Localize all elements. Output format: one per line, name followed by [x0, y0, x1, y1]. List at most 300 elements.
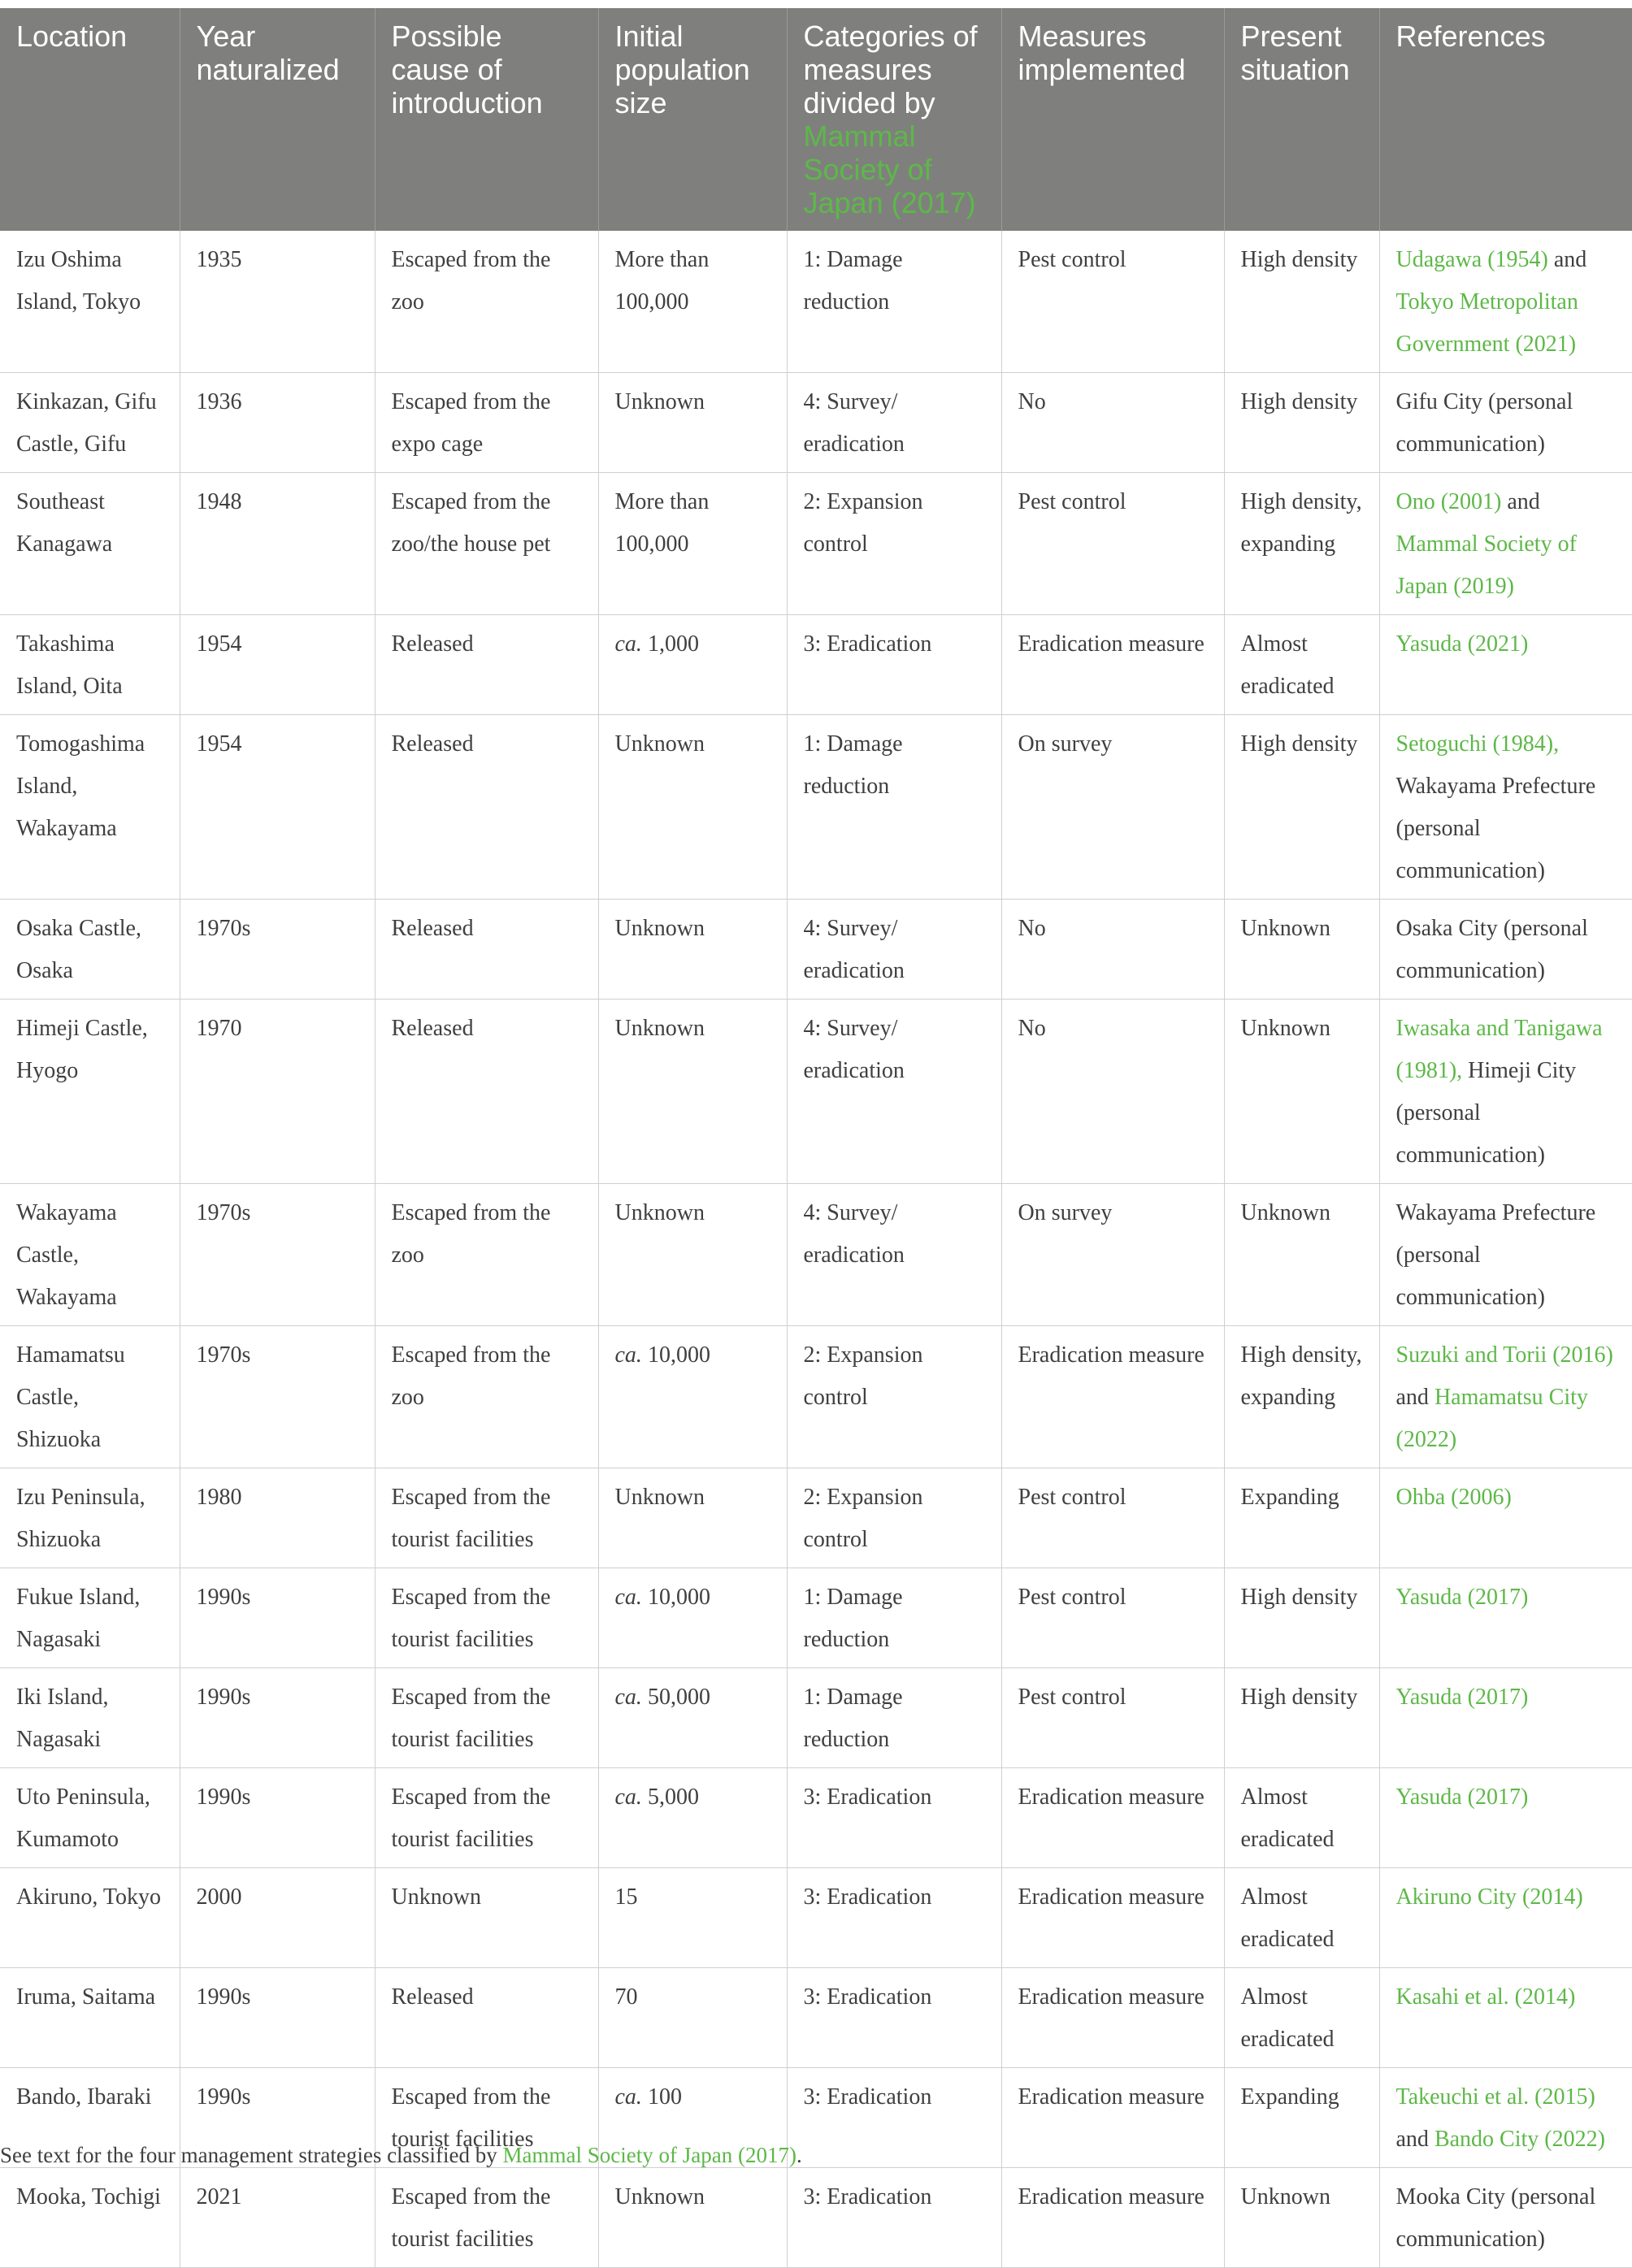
- reference-link[interactable]: Ohba (2006): [1395, 1485, 1512, 1510]
- table-row: [0, 1668, 1632, 1768]
- cell-population: [598, 1968, 787, 2068]
- year-text: 1970s: [196, 916, 251, 941]
- cell-population: [598, 1568, 787, 1668]
- cell-year: [180, 1768, 375, 1868]
- population-prefix: ca.: [614, 631, 642, 657]
- category-text: 4: Survey/ eradication: [803, 916, 905, 983]
- cell-situation: [1224, 900, 1379, 1000]
- cause-text: Escaped from the zoo: [391, 1200, 551, 1268]
- measures-text: Pest control: [1018, 247, 1126, 272]
- reference-link[interactable]: Suzuki and Torii (2016): [1395, 1342, 1613, 1368]
- reference-text: Himeji City (personal communication): [1395, 1058, 1577, 1168]
- measures-text: Eradication measure: [1018, 1884, 1204, 1910]
- cell-location: [0, 1968, 180, 2068]
- cell-population: [598, 615, 787, 715]
- cell-references: [1379, 231, 1632, 373]
- cell-measures: [1001, 1326, 1224, 1468]
- population-text: Unknown: [614, 916, 705, 941]
- measures-text: No: [1018, 916, 1046, 941]
- cell-measures: [1001, 2068, 1224, 2168]
- reference-joiner: and: [1395, 2127, 1435, 2152]
- cell-population: [598, 1668, 787, 1768]
- situation-text: Unknown: [1240, 916, 1330, 941]
- cell-references: [1379, 715, 1632, 900]
- cell-situation: [1224, 1768, 1379, 1868]
- cell-references: [1379, 1768, 1632, 1868]
- measures-text: On survey: [1018, 731, 1113, 757]
- naturalization-table: [0, 8, 1632, 2268]
- year-text: 2021: [196, 2184, 242, 2209]
- cell-cause: [375, 1468, 598, 1568]
- population-prefix: ca.: [614, 1784, 642, 1810]
- measures-text: Eradication measure: [1018, 1342, 1204, 1368]
- cell-year: [180, 1326, 375, 1468]
- cell-references: [1379, 1968, 1632, 2068]
- measures-text: No: [1018, 389, 1046, 414]
- category-text: 4: Survey/ eradication: [803, 1200, 905, 1268]
- cell-situation: [1224, 1326, 1379, 1468]
- cell-measures: [1001, 1668, 1224, 1768]
- cell-year: [180, 900, 375, 1000]
- category-text: 3: Eradication: [803, 1984, 932, 2010]
- cell-population: [598, 1868, 787, 1968]
- cell-references: [1379, 1000, 1632, 1184]
- cause-text: Escaped from the tourist facilities: [391, 1685, 551, 1752]
- cell-year: [180, 473, 375, 615]
- categories-header-text: Categories of measures divided by: [803, 20, 978, 119]
- footnote-text: See text for the four management strategies classified by: [0, 2143, 503, 2167]
- location-text: Mooka, Tochigi: [16, 2184, 161, 2209]
- col-header-references: References: [1379, 8, 1632, 231]
- cause-text: Escaped from the tourist facilities: [391, 1784, 551, 1852]
- cell-category: [787, 2068, 1001, 2168]
- cell-category: [787, 1468, 1001, 1568]
- cell-measures: [1001, 231, 1224, 373]
- cell-references: [1379, 473, 1632, 615]
- population-prefix: ca.: [614, 1342, 642, 1368]
- cause-text: Escaped from the zoo: [391, 1342, 551, 1410]
- year-text: 1970s: [196, 1200, 251, 1225]
- cell-cause: [375, 1668, 598, 1768]
- population-text: More than 100,000: [614, 247, 710, 314]
- situation-text: Almost eradicated: [1240, 1984, 1335, 2052]
- cell-situation: [1224, 1000, 1379, 1184]
- reference-link[interactable]: Mammal Society of Japan (2019): [1395, 531, 1577, 599]
- cell-measures: [1001, 473, 1224, 615]
- situation-text: Almost eradicated: [1240, 631, 1335, 699]
- table-row: [0, 1184, 1632, 1326]
- population-prefix: ca.: [614, 2084, 642, 2110]
- year-text: 1954: [196, 731, 242, 757]
- cell-cause: [375, 473, 598, 615]
- cell-references: [1379, 2068, 1632, 2168]
- year-text: 1980: [196, 1485, 242, 1510]
- year-text: 1948: [196, 489, 242, 514]
- cell-references: [1379, 900, 1632, 1000]
- reference-link[interactable]: Takeuchi et al. (2015): [1395, 2084, 1595, 2110]
- year-text: 1970s: [196, 1342, 251, 1368]
- location-text: Hamamatsu Castle, Shizuoka: [16, 1342, 125, 1452]
- cell-year: [180, 1968, 375, 2068]
- cell-situation: [1224, 2168, 1379, 2268]
- cause-text: Released: [391, 1016, 474, 1041]
- col-header-situation: Present situation: [1224, 8, 1379, 231]
- reference-link[interactable]: Yasuda (2021): [1395, 631, 1529, 657]
- measures-text: Pest control: [1018, 489, 1126, 514]
- cell-situation: [1224, 373, 1379, 473]
- cell-situation: [1224, 2068, 1379, 2168]
- category-text: 3: Eradication: [803, 631, 932, 657]
- cell-category: [787, 615, 1001, 715]
- cell-references: [1379, 615, 1632, 715]
- location-text: Fukue Island, Nagasaki: [16, 1585, 141, 1652]
- location-text: Iki Island, Nagasaki: [16, 1685, 109, 1752]
- situation-text: Unknown: [1240, 1200, 1330, 1225]
- table-row: [0, 1968, 1632, 2068]
- year-text: 1935: [196, 247, 242, 272]
- cell-references: [1379, 373, 1632, 473]
- cell-year: [180, 615, 375, 715]
- cell-cause: [375, 1184, 598, 1326]
- cause-text: Released: [391, 631, 474, 657]
- reference-link[interactable]: Yasuda (2017): [1395, 1685, 1529, 1710]
- reference-link[interactable]: Udagawa (1954): [1395, 247, 1548, 272]
- population-prefix: ca.: [614, 1585, 642, 1610]
- cell-category: [787, 473, 1001, 615]
- cell-year: [180, 715, 375, 900]
- situation-text: High density: [1240, 1585, 1358, 1610]
- cell-location: [0, 1668, 180, 1768]
- cell-references: [1379, 1668, 1632, 1768]
- population-text: Unknown: [614, 731, 705, 757]
- situation-text: Almost eradicated: [1240, 1884, 1335, 1952]
- cell-measures: [1001, 615, 1224, 715]
- header-row: [0, 8, 1632, 231]
- cell-situation: [1224, 1868, 1379, 1968]
- cell-situation: [1224, 231, 1379, 373]
- cell-year: [180, 2168, 375, 2268]
- population-text: Unknown: [614, 2184, 705, 2209]
- measures-text: Eradication measure: [1018, 1984, 1204, 2010]
- situation-text: High density, expanding: [1240, 1342, 1362, 1410]
- location-text: Himeji Castle, Hyogo: [16, 1016, 148, 1083]
- cell-measures: [1001, 1468, 1224, 1568]
- cell-situation: [1224, 1968, 1379, 2068]
- population-text: Unknown: [614, 389, 705, 414]
- cell-year: [180, 1568, 375, 1668]
- table-footnote: [0, 2143, 802, 2168]
- cell-measures: [1001, 1184, 1224, 1326]
- population-text: 1,000: [641, 631, 699, 657]
- cell-situation: [1224, 473, 1379, 615]
- reference-link[interactable]: Tokyo Metropolitan Government (2021): [1395, 289, 1578, 357]
- cell-situation: [1224, 1184, 1379, 1326]
- measures-text: Eradication measure: [1018, 2084, 1204, 2110]
- cell-situation: [1224, 615, 1379, 715]
- reference-joiner: and: [1395, 1385, 1435, 1410]
- cell-location: [0, 615, 180, 715]
- location-text: Southeast Kanagawa: [16, 489, 113, 557]
- col-header-year: Year naturalized: [180, 8, 375, 231]
- cell-category: [787, 1568, 1001, 1668]
- cell-references: [1379, 1468, 1632, 1568]
- category-text: 3: Eradication: [803, 2084, 932, 2110]
- cause-text: Escaped from the zoo/the house pet: [391, 489, 551, 557]
- cell-location: [0, 1468, 180, 1568]
- location-text: Tomogashima Island, Wakayama: [16, 731, 145, 841]
- cell-cause: [375, 231, 598, 373]
- cell-category: [787, 1868, 1001, 1968]
- location-text: Akiruno, Tokyo: [16, 1884, 161, 1910]
- cell-category: [787, 231, 1001, 373]
- situation-text: High density: [1240, 1685, 1358, 1710]
- cell-year: [180, 373, 375, 473]
- cause-text: Escaped from the expo cage: [391, 389, 551, 457]
- year-text: 1990s: [196, 1784, 251, 1810]
- cause-text: Escaped from the zoo: [391, 247, 551, 314]
- cell-cause: [375, 1326, 598, 1468]
- situation-text: Unknown: [1240, 1016, 1330, 1041]
- reference-text: Mooka City (personal communication): [1395, 2184, 1596, 2252]
- location-text: Osaka Castle, Osaka: [16, 916, 141, 983]
- cell-year: [180, 1868, 375, 1968]
- population-text: 50,000: [641, 1685, 710, 1710]
- col-header-cause: Possible cause of introduction: [375, 8, 598, 231]
- year-text: 1990s: [196, 1685, 251, 1710]
- category-text: 2: Expansion control: [803, 489, 923, 557]
- cell-measures: [1001, 2168, 1224, 2268]
- measures-text: Pest control: [1018, 1685, 1126, 1710]
- cell-population: [598, 715, 787, 900]
- cell-cause: [375, 1868, 598, 1968]
- category-text: 1: Damage reduction: [803, 1685, 903, 1752]
- cause-text: Escaped from the tourist facilities: [391, 2084, 551, 2152]
- cell-location: [0, 231, 180, 373]
- cause-text: Released: [391, 731, 474, 757]
- table-row: [0, 1326, 1632, 1468]
- cell-situation: [1224, 1568, 1379, 1668]
- cell-population: [598, 900, 787, 1000]
- cell-references: [1379, 1568, 1632, 1668]
- cell-population: [598, 2168, 787, 2268]
- cell-category: [787, 900, 1001, 1000]
- cell-measures: [1001, 373, 1224, 473]
- location-text: Uto Peninsula, Kumamoto: [16, 1784, 150, 1852]
- cell-year: [180, 1468, 375, 1568]
- cell-population: [598, 1000, 787, 1184]
- location-text: Izu Oshima Island, Tokyo: [16, 247, 141, 314]
- population-text: 100: [641, 2084, 682, 2110]
- cell-population: [598, 1468, 787, 1568]
- reference-link[interactable]: Iwasaka and Tanigawa (1981),: [1395, 1016, 1603, 1083]
- cell-category: [787, 1326, 1001, 1468]
- cell-measures: [1001, 1868, 1224, 1968]
- cell-measures: [1001, 1568, 1224, 1668]
- cell-location: [0, 1000, 180, 1184]
- reference-text: Osaka City (personal communication): [1395, 916, 1588, 983]
- situation-text: Expanding: [1240, 1485, 1339, 1510]
- cell-location: [0, 373, 180, 473]
- situation-text: Almost eradicated: [1240, 1784, 1335, 1852]
- table-row: [0, 615, 1632, 715]
- cell-measures: [1001, 900, 1224, 1000]
- cell-references: [1379, 1326, 1632, 1468]
- table-row: [0, 1000, 1632, 1184]
- reference-link[interactable]: Kasahi et al. (2014): [1395, 1984, 1576, 2010]
- year-text: 1990s: [196, 1585, 251, 1610]
- cell-measures: [1001, 1768, 1224, 1868]
- cell-location: [0, 2168, 180, 2268]
- cause-text: Released: [391, 1984, 474, 2010]
- table-row: [0, 473, 1632, 615]
- cell-location: [0, 1184, 180, 1326]
- footnote-end: .: [796, 2143, 802, 2167]
- cell-location: [0, 1326, 180, 1468]
- cell-population: [598, 1326, 787, 1468]
- reference-link[interactable]: Hamamatsu City (2022): [1395, 1385, 1588, 1452]
- reference-link[interactable]: Yasuda (2017): [1395, 1585, 1529, 1610]
- situation-text: Expanding: [1240, 2084, 1339, 2110]
- cell-category: [787, 373, 1001, 473]
- categories-header-link[interactable]: Mammal Society of Japan (2017): [803, 119, 976, 219]
- situation-text: High density: [1240, 731, 1358, 757]
- category-text: 3: Eradication: [803, 1784, 932, 1810]
- cell-year: [180, 1000, 375, 1184]
- category-text: 4: Survey/ eradication: [803, 1016, 905, 1083]
- situation-text: High density: [1240, 247, 1358, 272]
- situation-text: Unknown: [1240, 2184, 1330, 2209]
- table-row: [0, 900, 1632, 1000]
- cell-measures: [1001, 715, 1224, 900]
- measures-text: Eradication measure: [1018, 2184, 1204, 2209]
- year-text: 1936: [196, 389, 242, 414]
- table-row: [0, 2168, 1632, 2268]
- reference-link[interactable]: Setoguchi (1984),: [1395, 731, 1560, 757]
- cause-text: Escaped from the tourist facilities: [391, 1485, 551, 1552]
- measures-text: Pest control: [1018, 1485, 1126, 1510]
- situation-text: High density, expanding: [1240, 489, 1362, 557]
- cell-population: [598, 1768, 787, 1868]
- reference-joiner: and: [1547, 247, 1587, 272]
- cell-measures: [1001, 1000, 1224, 1184]
- cell-category: [787, 1968, 1001, 2068]
- cause-text: Escaped from the tourist facilities: [391, 2184, 551, 2252]
- cell-category: [787, 1000, 1001, 1184]
- cell-category: [787, 1668, 1001, 1768]
- population-text: 70: [614, 1984, 638, 2010]
- cell-category: [787, 1768, 1001, 1868]
- population-text: Unknown: [614, 1485, 705, 1510]
- cell-location: [0, 900, 180, 1000]
- cell-cause: [375, 373, 598, 473]
- category-text: 1: Damage reduction: [803, 731, 903, 799]
- reference-text: Wakayama Prefecture (personal communication): [1395, 1200, 1596, 1310]
- measures-text: Eradication measure: [1018, 1784, 1204, 1810]
- year-text: 1970: [196, 1016, 242, 1041]
- table-row: [0, 231, 1632, 373]
- cell-category: [787, 1184, 1001, 1326]
- cell-cause: [375, 1000, 598, 1184]
- cell-year: [180, 1668, 375, 1768]
- measures-text: Pest control: [1018, 1585, 1126, 1610]
- cell-location: [0, 1868, 180, 1968]
- cell-cause: [375, 2168, 598, 2268]
- cell-references: [1379, 1184, 1632, 1326]
- population-text: Unknown: [614, 1200, 705, 1225]
- cell-cause: [375, 1568, 598, 1668]
- cause-text: Unknown: [391, 1884, 481, 1910]
- cell-location: [0, 1768, 180, 1868]
- cell-cause: [375, 900, 598, 1000]
- table-row: [0, 715, 1632, 900]
- cell-location: [0, 473, 180, 615]
- cell-situation: [1224, 1668, 1379, 1768]
- table-container: [0, 8, 1632, 2268]
- table-row: [0, 373, 1632, 473]
- reference-text: Wakayama Prefecture (personal communication): [1395, 774, 1596, 883]
- cell-population: [598, 1184, 787, 1326]
- reference-link[interactable]: Yasuda (2017): [1395, 1784, 1529, 1810]
- cause-text: Escaped from the tourist facilities: [391, 1585, 551, 1652]
- location-text: Iruma, Saitama: [16, 1984, 156, 2010]
- cell-population: [598, 473, 787, 615]
- cell-cause: [375, 615, 598, 715]
- cell-population: [598, 373, 787, 473]
- cell-category: [787, 2168, 1001, 2268]
- measures-text: On survey: [1018, 1200, 1113, 1225]
- category-text: 3: Eradication: [803, 1884, 932, 1910]
- cell-situation: [1224, 1468, 1379, 1568]
- table-row: [0, 1468, 1632, 1568]
- cell-references: [1379, 2168, 1632, 2268]
- population-text: More than 100,000: [614, 489, 710, 557]
- reference-link[interactable]: Ono (2001): [1395, 489, 1502, 514]
- population-prefix: ca.: [614, 1685, 642, 1710]
- cell-cause: [375, 715, 598, 900]
- table-row: [0, 1868, 1632, 1968]
- reference-link[interactable]: Bando City (2022): [1434, 2127, 1605, 2152]
- col-header-population: Initial population size: [598, 8, 787, 231]
- population-text: 5,000: [641, 1784, 699, 1810]
- population-text: 10,000: [641, 1585, 710, 1610]
- year-text: 1954: [196, 631, 242, 657]
- cell-cause: [375, 1968, 598, 2068]
- population-text: Unknown: [614, 1016, 705, 1041]
- col-header-location: Location: [0, 8, 180, 231]
- reference-link[interactable]: Akiruno City (2014): [1395, 1884, 1583, 1910]
- cell-references: [1379, 1868, 1632, 1968]
- location-text: Wakayama Castle, Wakayama: [16, 1200, 117, 1310]
- location-text: Takashima Island, Oita: [16, 631, 123, 699]
- footnote-link[interactable]: Mammal Society of Japan (2017): [502, 2143, 796, 2167]
- location-text: Kinkazan, Gifu Castle, Gifu: [16, 389, 157, 457]
- cell-cause: [375, 1768, 598, 1868]
- year-text: 1990s: [196, 2084, 251, 2110]
- col-header-measures: Measures implemented: [1001, 8, 1224, 231]
- cell-measures: [1001, 1968, 1224, 2068]
- year-text: 2000: [196, 1884, 242, 1910]
- measures-text: Eradication measure: [1018, 631, 1204, 657]
- situation-text: High density: [1240, 389, 1358, 414]
- cell-category: [787, 715, 1001, 900]
- population-text: 15: [614, 1884, 638, 1910]
- population-text: 10,000: [641, 1342, 710, 1368]
- cell-population: [598, 231, 787, 373]
- cell-year: [180, 1184, 375, 1326]
- location-text: Izu Peninsula, Shizuoka: [16, 1485, 145, 1552]
- cell-location: [0, 1568, 180, 1668]
- table-row: [0, 1568, 1632, 1668]
